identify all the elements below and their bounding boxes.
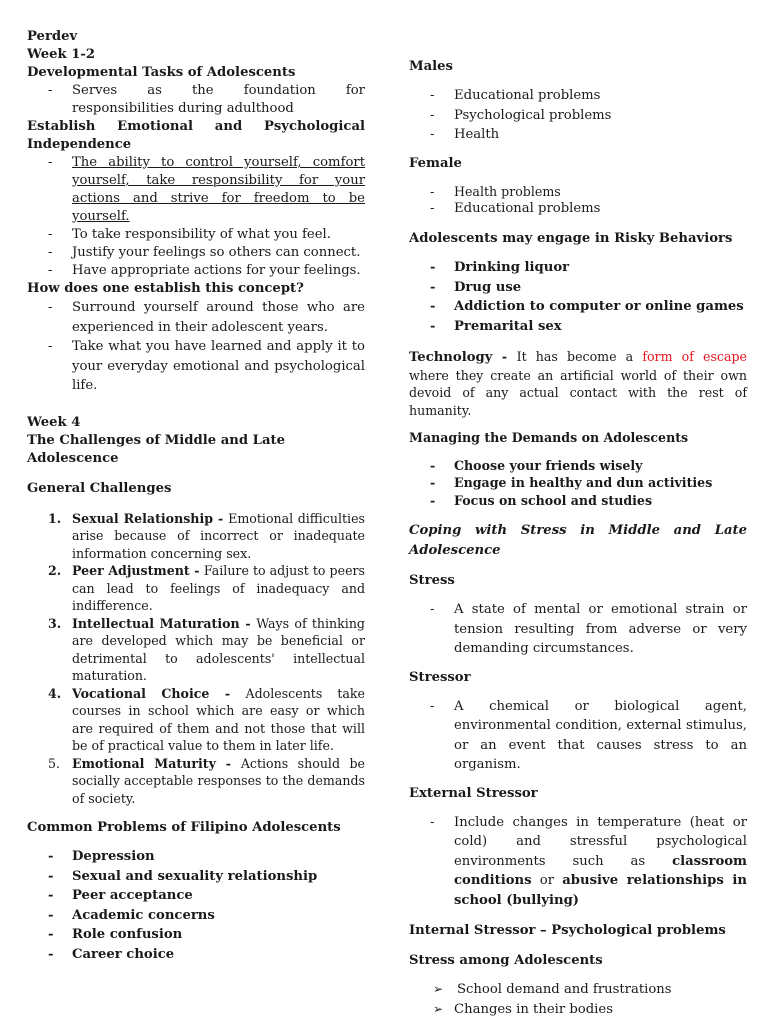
dash-bullet: - — [430, 814, 435, 830]
list-item: - Sexual and sexuality relationship — [27, 867, 365, 887]
stressor-list — [409, 697, 747, 775]
list-item: - Drinking liquor — [409, 258, 747, 278]
list-item: - Career choice — [27, 945, 365, 965]
dash-bullet: - — [48, 263, 53, 278]
list-item: - Serves as the foundation for responsibilities during adulthood — [48, 83, 365, 116]
arrow-bullet-icon: ➢ — [433, 982, 444, 996]
list-item: - Choose your friends wisely — [430, 457, 643, 473]
list-item — [27, 154, 365, 226]
list-item: 3. Intellectual Maturation - Ways of thinking are developed which may be beneficial or detrimental to adolescents' intellectual maturation. — [48, 615, 365, 683]
list-item: 1. Sexual Relationship - Emotional difficulties arise because of incorrect or inadequate information concerning sex. — [48, 510, 365, 561]
dash-bullet: - — [48, 868, 54, 884]
dash-bullet: - — [48, 227, 53, 242]
list-item: - Role confusion — [27, 925, 365, 945]
males-heading: Males — [409, 59, 453, 74]
arrow-bullet-icon: ➢ — [433, 1001, 444, 1016]
dash-bullet: - — [430, 107, 435, 123]
males-list — [409, 86, 747, 145]
list-item: - To take responsibility of what you feel. — [48, 227, 331, 242]
stress-among-adolescents-heading: Stress among Adolescents — [409, 953, 603, 968]
list-item: 5. Emotional Maturity - Actions should be socially acceptable responses to the demands of society. — [48, 755, 365, 806]
list-item: - Have appropriate actions for your feelings. — [48, 263, 361, 278]
list-item: - Health problems — [430, 183, 561, 199]
dash-bullet: - — [48, 946, 54, 962]
dash-bullet: - — [48, 245, 53, 260]
list-item: - Engage in healthy and dun activities — [430, 475, 713, 490]
stress-heading: Stress — [409, 573, 455, 588]
stressor-heading: Stressor — [409, 669, 471, 685]
list-number: 3. — [48, 615, 62, 631]
list-number: 2. — [48, 563, 62, 578]
dash-bullet: - — [430, 127, 435, 142]
dash-bullet: - — [430, 260, 436, 275]
filipino-problems-heading: Common Problems of Filipino Adolescents — [27, 820, 341, 835]
dash-bullet: - — [48, 907, 54, 923]
dash-bullet: - — [430, 602, 435, 617]
left-column — [27, 28, 365, 964]
emotional-definition: The ability to control yourself, comfort yourself, take responsibility for your actions and strive for freedom to be yourself. — [72, 155, 365, 224]
list-item: - A state of mental or emotional strain or tension resulting from adverse or very demanding circumstances. — [430, 602, 747, 656]
dash-bullet: - — [430, 457, 436, 473]
dash-bullet: - — [48, 155, 53, 170]
week-1-2-label: Week 1-2 — [27, 47, 96, 62]
stress-among-list — [409, 980, 747, 1019]
dash-bullet: - — [430, 492, 436, 508]
list-item: - Focus on school and studies — [430, 492, 653, 508]
technology-term: Technology — [409, 350, 493, 365]
form-of-escape-highlight: form of escape — [642, 349, 748, 364]
list-item: - A chemical or biological agent, environmental condition, external stimulus, or an event that causes stress to an organism. — [430, 698, 747, 772]
list-item: - Surround yourself around those who are experienced in their adolescent years. — [48, 300, 365, 335]
list-item: - Health — [409, 125, 747, 145]
list-item: - Premarital sex — [409, 317, 747, 337]
dash-bullet: - — [430, 318, 436, 334]
list-item: - Drug use — [409, 278, 747, 298]
list-item: - Addiction to computer or online games — [409, 297, 747, 317]
dash-bullet: - — [430, 299, 436, 314]
list-number: 4. — [48, 685, 62, 701]
risky-behaviors-list — [409, 258, 747, 336]
managing-demands-heading: Managing the Demands on Adolescents — [409, 430, 689, 445]
dash-bullet: - — [48, 849, 54, 864]
right-column — [409, 58, 747, 1019]
list-item: - Peer acceptance — [27, 886, 365, 906]
dash-bullet: - — [430, 475, 436, 490]
list-item: ➢ Changes in their bodies — [409, 1000, 747, 1020]
list-item: - Academic concerns — [27, 906, 365, 926]
dash-bullet: - — [48, 927, 54, 942]
dev-tasks-heading: Developmental Tasks of Adolescents — [27, 65, 296, 80]
internal-stressor-heading: Internal Stressor – Psychological problems — [409, 923, 726, 938]
establish-heading: How does one establish this concept? — [27, 281, 304, 296]
dash-bullet: - — [48, 888, 54, 903]
list-item: - Depression — [27, 847, 365, 867]
dash-bullet: - — [430, 88, 435, 103]
list-number: 5. — [48, 755, 61, 771]
establish-list — [27, 298, 365, 396]
list-number: 1. — [48, 510, 62, 526]
course-title: Perdev — [27, 29, 78, 44]
general-challenges-heading: General Challenges — [27, 480, 172, 496]
dev-tasks-list — [27, 82, 365, 118]
dash-bullet: - — [48, 300, 53, 315]
dash-bullet: - — [430, 698, 435, 714]
dash-bullet: - — [430, 201, 435, 216]
emotional-list — [27, 154, 365, 280]
managing-demands-list — [409, 457, 747, 510]
list-item: - Take what you have learned and apply it to your everyday emotional and psychological life. — [48, 339, 365, 393]
external-stressor-heading: External Stressor — [409, 785, 538, 801]
dash-bullet: - — [430, 183, 435, 199]
list-item: - Justify your feelings so others can connect. — [48, 245, 361, 260]
female-heading: Female — [409, 155, 462, 171]
dash-bullet: - — [48, 83, 53, 98]
list-item: 2. Peer Adjustment - Failure to adjust to peers can lead to feelings of inadequacy and indifference. — [48, 563, 366, 613]
technology-paragraph: Technology - It has become a form of escape where they create an artificial world of their own devoid of any actual contact with the rest of humanity. — [409, 349, 748, 418]
list-item: - Educational problems — [409, 86, 747, 106]
dash-bullet: - — [48, 339, 53, 354]
challenges-heading: The Challenges of Middle and Late Adolescence — [27, 432, 285, 466]
week-4-label: Week 4 — [27, 414, 81, 430]
list-item: 4. Vocational Choice - Adolescents take courses in school which are easy or which are required of them and not those that will be of practical value to them in later life. — [48, 685, 366, 753]
coping-heading: Coping with Stress in Middle and Late Adolescence — [409, 523, 747, 558]
risky-behaviors-heading: Adolescents may engage in Risky Behaviors — [409, 231, 733, 246]
dash-bullet: - — [430, 279, 436, 295]
list-item: - Psychological problems — [409, 106, 747, 126]
female-list — [409, 183, 747, 219]
filipino-problems-list — [27, 847, 365, 964]
stress-list — [409, 600, 747, 659]
challenges-list — [27, 510, 365, 808]
list-item: ➢ School demand and frustrations — [409, 980, 747, 1000]
list-item: - Include changes in temperature (heat or cold) and stressful psychological environments such as classroom conditions or abusive relationships in school (bullying) — [430, 814, 747, 908]
list-item: - Educational problems — [430, 201, 601, 216]
external-stressor-list — [409, 813, 747, 911]
emotional-heading: Establish Emotional and Psychological Independence — [27, 119, 365, 152]
